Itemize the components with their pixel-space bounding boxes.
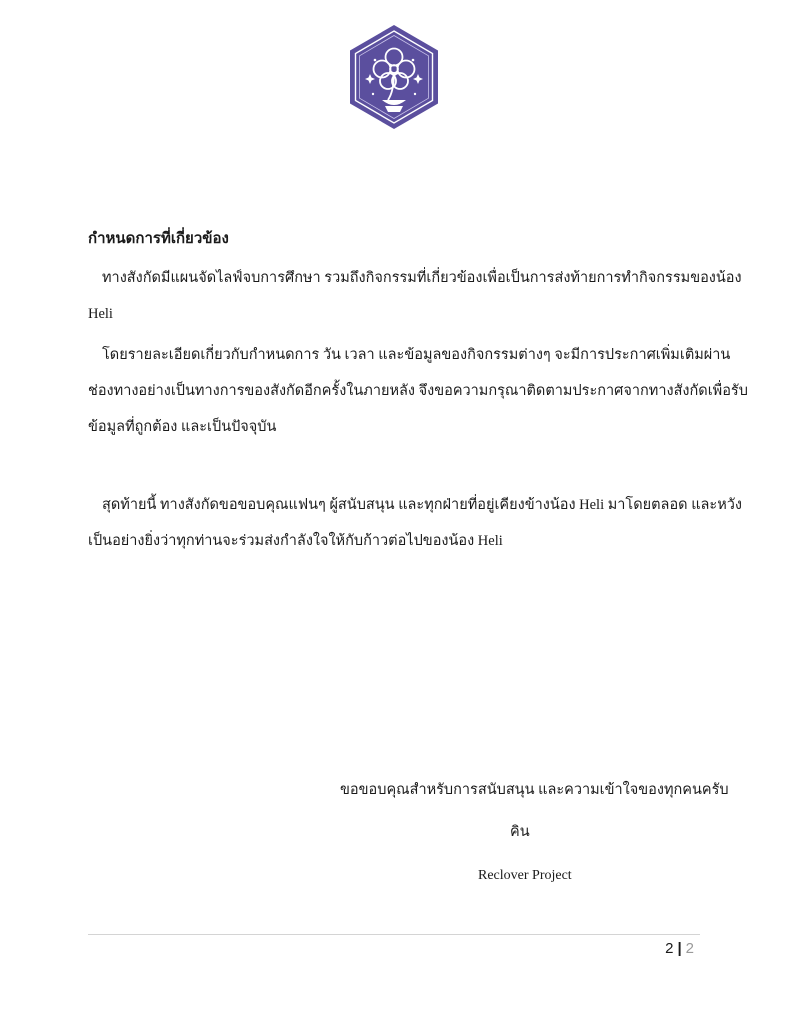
footer-divider bbox=[88, 934, 700, 935]
closing-statement: ขอขอบคุณสำหรับการสนับสนุน และความเข้าใจของทุกคนครับ bbox=[340, 782, 729, 798]
section-heading: กำหนดการที่เกี่ยวข้อง bbox=[88, 231, 229, 247]
paragraph-line: Heli bbox=[88, 306, 113, 322]
paragraph-line: ทางสังกัดมีแผนจัดไลฟ์จบการศึกษา รวมถึงกิจกรรมที่เกี่ยวข้องเพื่อเป็นการส่งท้ายการทำกิจกรรมของน้อง bbox=[102, 270, 742, 286]
page-total: 2 bbox=[685, 940, 694, 957]
page-current: 2 bbox=[665, 940, 674, 957]
paragraph-line: ช่องทางอย่างเป็นทางการของสังกัดอีกครั้งในภายหลัง จึงขอความกรุณาติดตามประกาศจากทางสังกัดเพื่อรับ bbox=[88, 383, 748, 399]
paragraph-line: โดยรายละเอียดเกี่ยวกับกำหนดการ วัน เวลา และข้อมูลของกิจกรรมต่างๆ จะมีการประกาศเพิ่มเติมผ่าน bbox=[102, 347, 731, 363]
page-separator: | bbox=[677, 940, 682, 957]
page-number bbox=[665, 940, 694, 957]
reclover-logo-icon bbox=[348, 24, 440, 130]
paragraph-line: สุดท้ายนี้ ทางสังกัดขอขอบคุณแฟนๆ ผู้สนับสนุน และทุกฝ่ายที่อยู่เคียงข้างน้อง Heli มาโดยตลอด และหวัง bbox=[102, 497, 742, 513]
paragraph-schedule-details bbox=[88, 337, 748, 445]
signer-name: คิน bbox=[510, 824, 530, 840]
paragraph-line: เป็นอย่างยิ่งว่าทุกท่านจะร่วมส่งกำลังใจให้กับก้าวต่อไปของน้อง Heli bbox=[88, 533, 503, 549]
paragraph-graduation-plan bbox=[88, 260, 742, 332]
paragraph-thanks bbox=[88, 487, 742, 559]
organization-name: Reclover Project bbox=[478, 868, 572, 883]
paragraph-line: ข้อมูลที่ถูกต้อง และเป็นปัจจุบัน bbox=[88, 419, 277, 435]
